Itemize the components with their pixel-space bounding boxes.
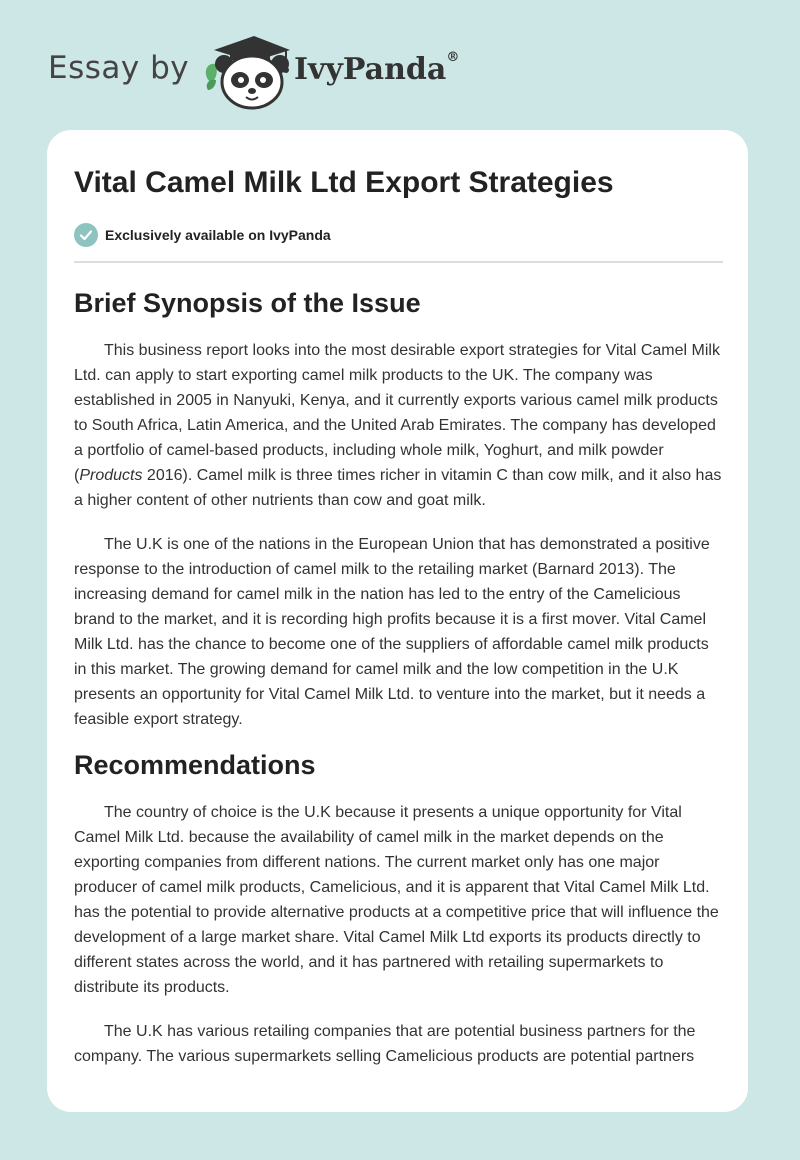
article-body [74,280,724,1088]
paragraph: This business report looks into the most desirable export strategies for Vital Camel Milk Ltd. can apply to start exporting camel milk products to the UK. The company was established in 2005 in Nanyuki, Kenya, and it currently exports various camel milk products to South Africa, Latin America, and the United Arab Emirates. The company has developed a portfolio of camel-based products, including whole milk, Yoghurt, and milk powder (Products 2016). Camel milk is three times richer in vitamin C than cow milk, and it also has a higher content of other nutrients than cow and goat milk. [74,342,722,509]
paragraph: The U.K has various retailing companies that are potential business partners for the company. The various supermarkets selling Camelicious products are potential partners [74,1023,696,1065]
site-header [0,0,800,130]
panda-logo-icon[interactable] [200,34,290,110]
essay-by-label: Essay by [48,50,190,86]
page-title: Vital Camel Milk Ltd Export Strategies [74,166,614,199]
exclusive-badge-label: Exclusively available on IvyPanda [105,227,331,243]
paragraph: The U.K is one of the nations in the European Union that has demonstrated a positive response to the introduction of camel milk to the retailing market (Barnard 2013). The increasing demand for camel milk in the nation has led to the entry of the Camelicious brand to the market, and it is recording high profits because it is a first mover. Vital Camel Milk Ltd. has the chance to become one of the suppliers of affordable camel milk products in this market. The growing demand for camel milk and the low competition in the U.K presents an opportunity for Vital Camel Milk Ltd. to venture into the market, but it needs a feasible export strategy. [74,536,710,728]
divider [74,261,723,263]
section-heading-recommendations: Recommendations [74,750,316,780]
ivypanda-logo-text[interactable]: IvyPanda® [294,50,460,87]
section-heading-synopsis: Brief Synopsis of the Issue [74,288,421,318]
paragraph: The country of choice is the U.K because it presents a unique opportunity for Vital Camel Milk Ltd. because the availability of camel milk in the market depends on the exporting companies from different nations. The current market only has one major producer of camel milk products, Camelicious, and it is apparent that Vital Camel Milk Ltd. has the potential to provide alternative products at a competitive price that will influence the development of a large market share. Vital Camel Milk Ltd exports its products directly to different states across the world, and it has partnered with retailing supermarkets to distribute its products. [74,804,719,996]
checkmark-icon [74,223,98,247]
article-card [47,130,748,1112]
exclusive-badge [74,222,331,248]
